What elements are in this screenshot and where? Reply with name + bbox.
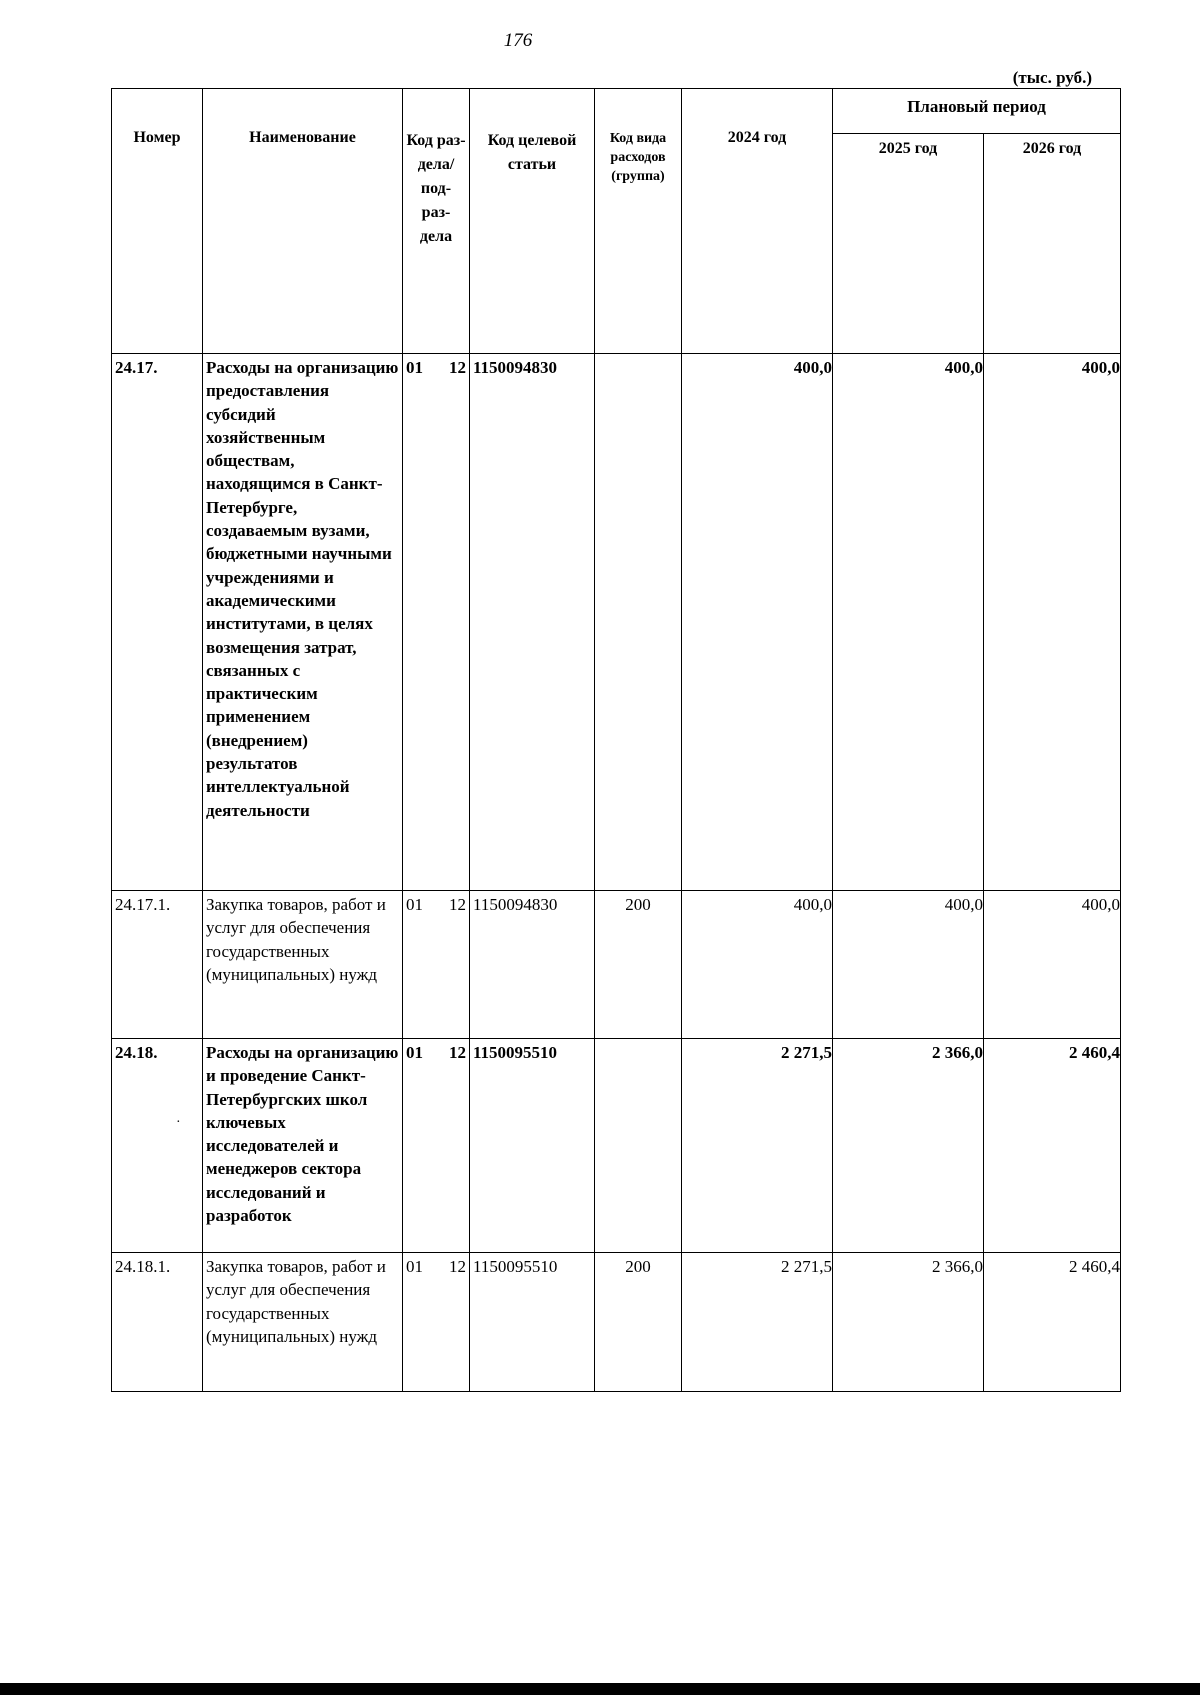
row-value-2026: 400,0 bbox=[984, 891, 1121, 1039]
row-target-code: 1150095510 bbox=[470, 1039, 595, 1253]
scan-bottom-border bbox=[0, 1683, 1200, 1695]
row-target-code: 1150094830 bbox=[470, 354, 595, 891]
row-number: 24.18.1. bbox=[112, 1253, 203, 1392]
row-name: Закупка товаров, работ и услуг для обеспечения государственных (муниципальных) нужд bbox=[203, 891, 403, 1039]
row-value-2025: 400,0 bbox=[833, 354, 984, 891]
table-row bbox=[112, 1253, 1121, 1392]
header-number: Номер bbox=[112, 89, 203, 354]
row-section-code bbox=[403, 1039, 470, 1253]
row-podrazdel: 12 bbox=[449, 895, 466, 914]
row-value-2024: 2 271,5 bbox=[682, 1253, 833, 1392]
row-value-2025: 2 366,0 bbox=[833, 1253, 984, 1392]
table-row bbox=[112, 1039, 1121, 1253]
row-razdel: 01 bbox=[406, 1257, 423, 1276]
table-row bbox=[112, 891, 1121, 1039]
row-value-2026: 2 460,4 bbox=[984, 1253, 1121, 1392]
row-number: 24.17.1. bbox=[112, 891, 203, 1039]
row-section-code bbox=[403, 1253, 470, 1392]
header-row bbox=[112, 89, 1121, 134]
row-name: Расходы на организацию и проведение Санкт-Петербургских школ ключевых исследователей и менеджеров сектора исследований и разработок bbox=[203, 1039, 403, 1253]
row-razdel: 01 bbox=[406, 358, 423, 377]
scan-dot: · bbox=[176, 1115, 181, 1130]
table-row bbox=[112, 354, 1121, 891]
row-value-2024: 400,0 bbox=[682, 891, 833, 1039]
row-value-2026: 2 460,4 bbox=[984, 1039, 1121, 1253]
row-expense-type bbox=[595, 354, 682, 891]
row-razdel: 01 bbox=[406, 895, 423, 914]
row-podrazdel: 12 bbox=[449, 1043, 466, 1062]
header-year-2024: 2024 год bbox=[682, 89, 833, 354]
header-name: Наименование bbox=[203, 89, 403, 354]
header-section-code: Код раз- дела/ под- раз- дела bbox=[403, 89, 470, 354]
header-year-2025: 2025 год bbox=[833, 134, 984, 354]
row-number: 24.17. bbox=[112, 354, 203, 891]
row-name: Закупка товаров, работ и услуг для обеспечения государственных (муниципальных) нужд bbox=[203, 1253, 403, 1392]
header-planned-period: Плановый период bbox=[833, 89, 1121, 134]
row-expense-type bbox=[595, 1039, 682, 1253]
units-label: (тыс. руб.) bbox=[1012, 68, 1092, 87]
row-razdel: 01 bbox=[406, 1043, 423, 1062]
header-expense-type: Код вида расходов (группа) bbox=[595, 89, 682, 354]
row-podrazdel: 12 bbox=[449, 358, 466, 377]
row-value-2025: 2 366,0 bbox=[833, 1039, 984, 1253]
row-target-code: 1150095510 bbox=[470, 1253, 595, 1392]
row-section-code bbox=[403, 891, 470, 1039]
row-expense-type: 200 bbox=[595, 1253, 682, 1392]
row-value-2025: 400,0 bbox=[833, 891, 984, 1039]
page-number: 176 bbox=[503, 30, 533, 51]
header-target-code: Код целевой статьи bbox=[470, 89, 595, 354]
row-section-code bbox=[403, 354, 470, 891]
row-value-2024: 400,0 bbox=[682, 354, 833, 891]
row-podrazdel: 12 bbox=[449, 1257, 466, 1276]
row-value-2026: 400,0 bbox=[984, 354, 1121, 891]
budget-table bbox=[111, 88, 1121, 1392]
row-name: Расходы на организацию предоставления субсидий хозяйственным обществам, находящимся в Санкт-Петербурге, создаваемым вузами, бюджетными научными учреждениями и академическими институтами, в целях возмещения затрат, связанных с практическим применением (внедрением) результатов интеллектуальной деятельности bbox=[203, 354, 403, 891]
row-value-2024: 2 271,5 bbox=[682, 1039, 833, 1253]
row-number: 24.18. bbox=[112, 1039, 203, 1253]
row-target-code: 1150094830 bbox=[470, 891, 595, 1039]
header-year-2026: 2026 год bbox=[984, 134, 1121, 354]
row-expense-type: 200 bbox=[595, 891, 682, 1039]
